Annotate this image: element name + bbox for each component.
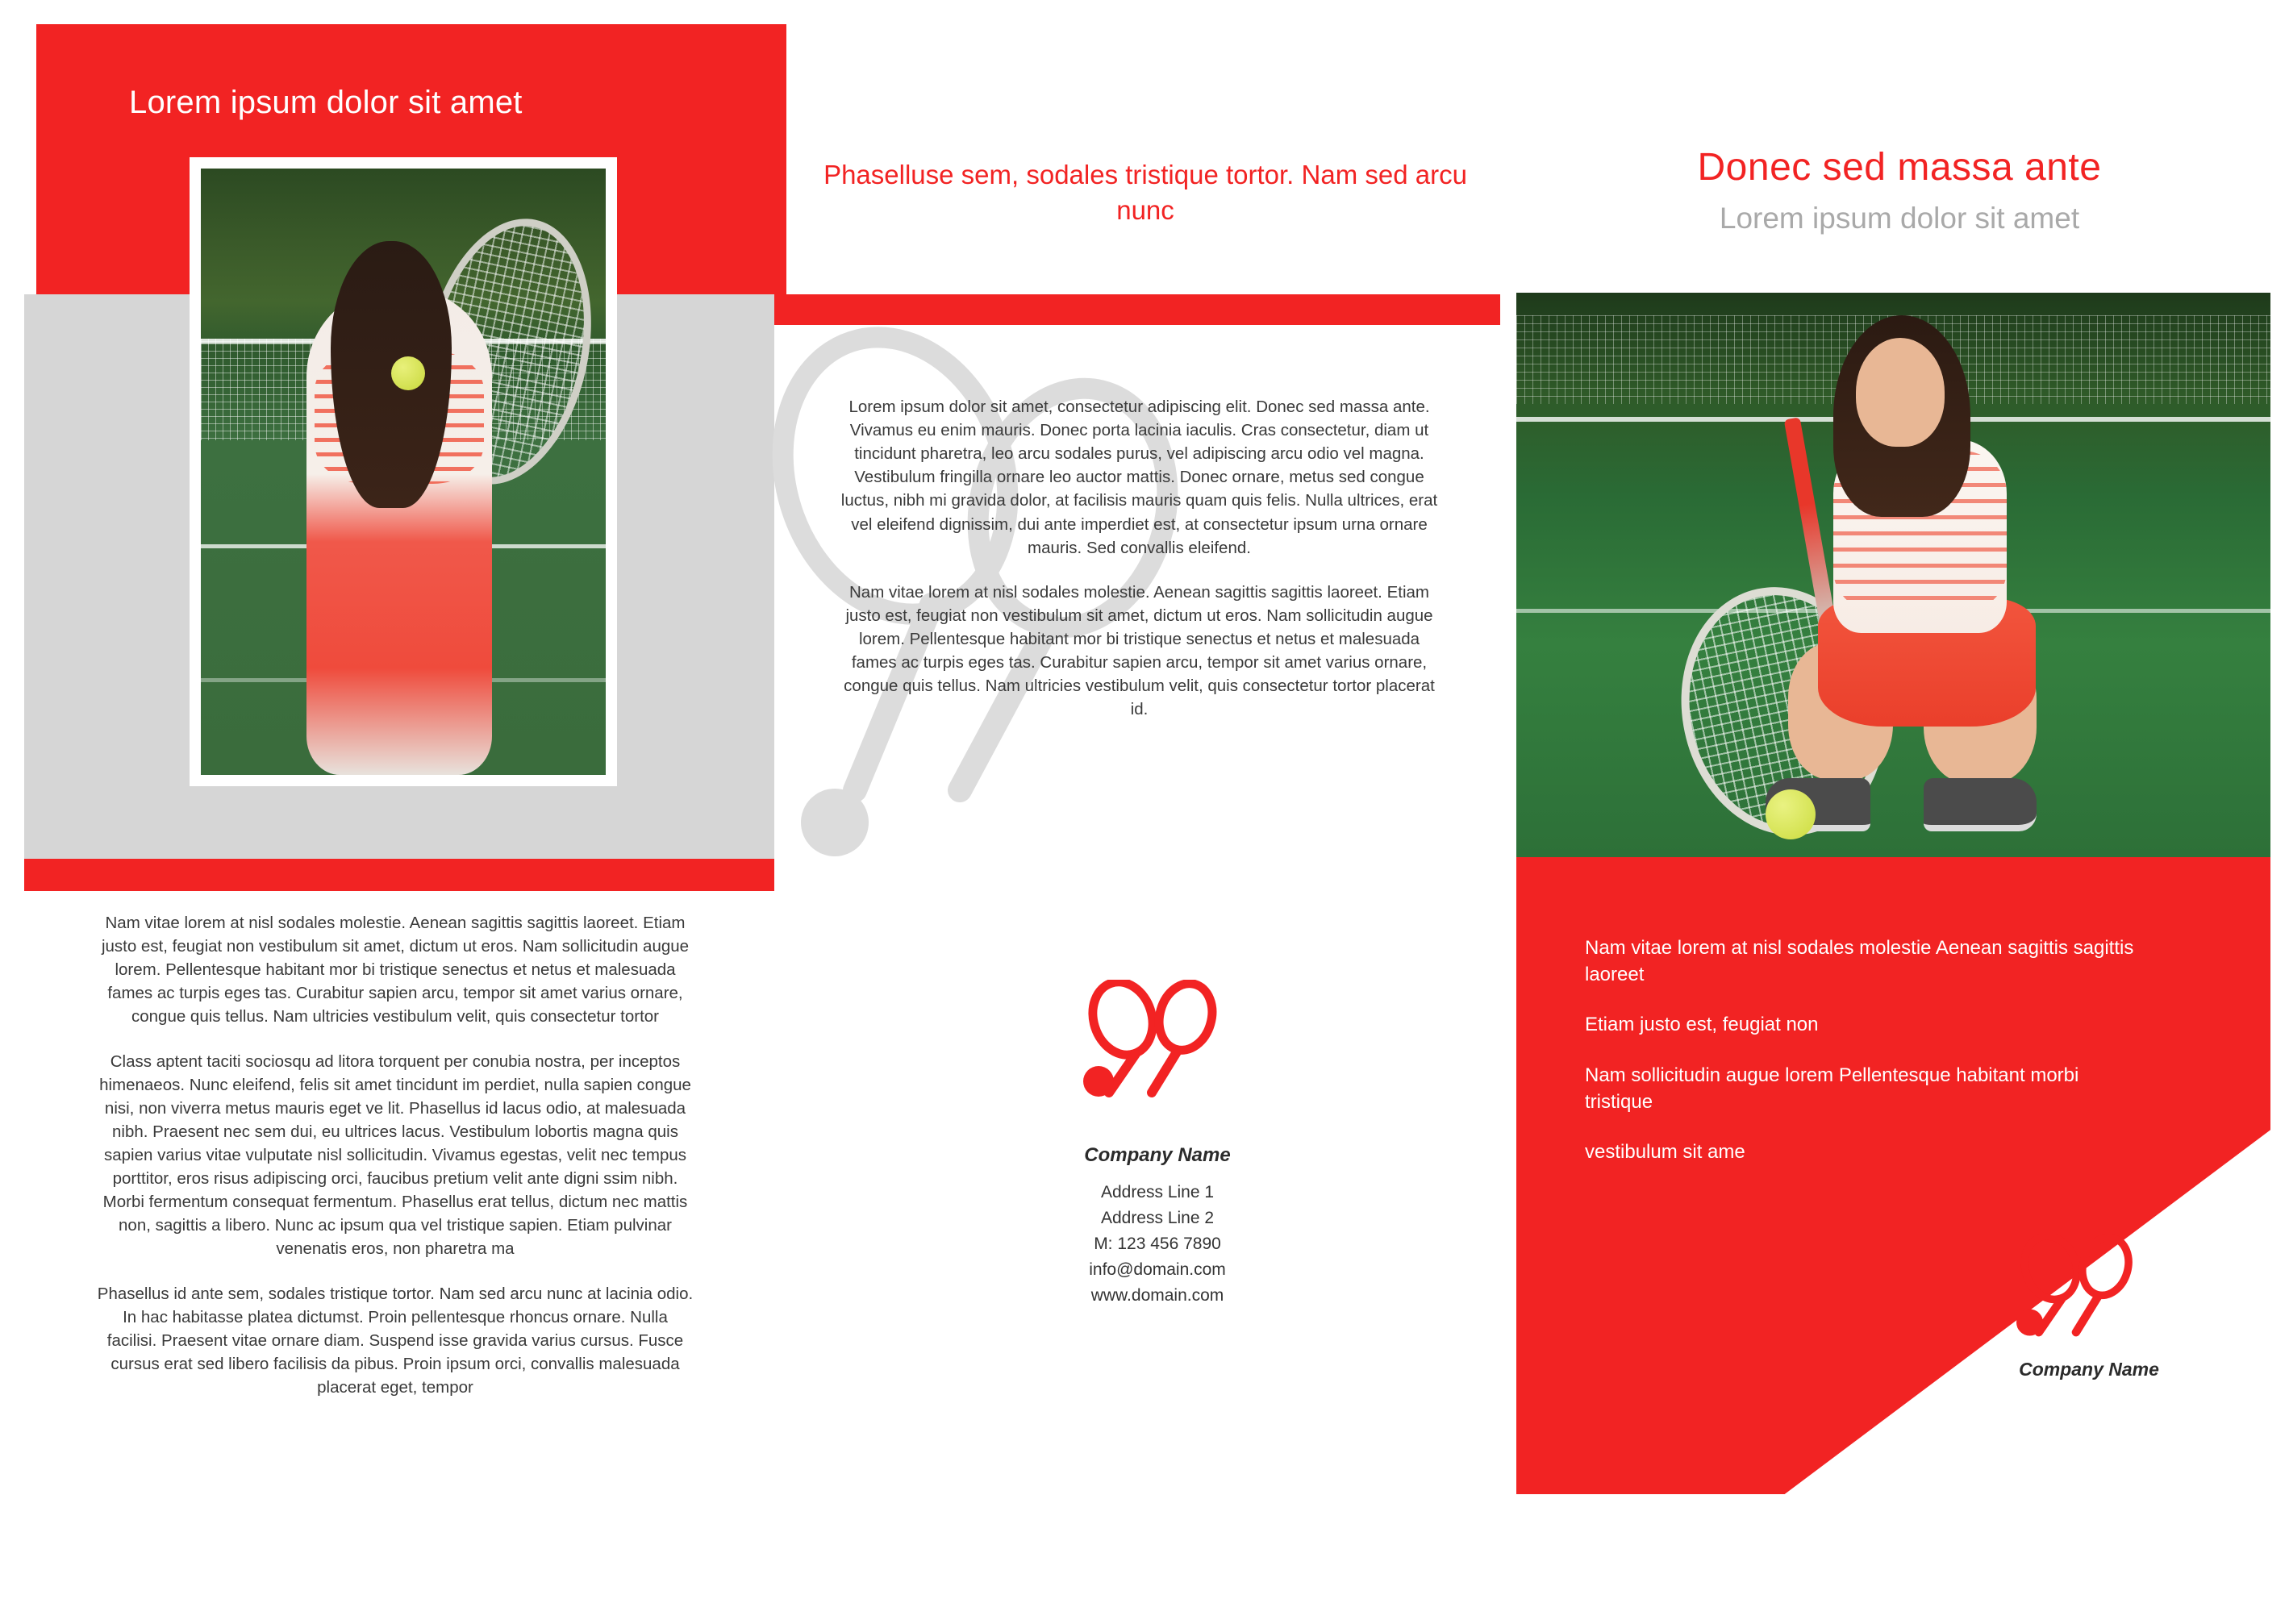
paragraph: Nam sollicitudin augue lorem Pellentesque habitant morbi tristique xyxy=(1585,1064,2079,1113)
left-panel-photo-frame xyxy=(190,157,617,786)
website-url[interactable]: www.domain.com xyxy=(1090,1286,1224,1305)
phone-number: M: 123 456 7890 xyxy=(1094,1235,1221,1254)
paragraph: Nam vitae lorem at nisl sodales molestie Aenean sagittis sagittis laoreet xyxy=(1585,937,2134,985)
paragraph: Nam vitae lorem at nisl sodales molestie. Aenean sagittis sagittis laoreet. Etiam justo est, feugiat non vestibulum sit amet, dictum ut eros. Nam sollicitudin augue lorem. Pellentesque habitant mor bi tristique senectus et netus et malesuada fames ac turpis eges tas. Curabitur sapien arcu, tempor sit amet varius ornare, congue quis tellus. Nam ultricies vestibulum velit, quis consectetur tortor placerat id. xyxy=(844,582,1435,719)
paragraph: Class aptent taciti sociosqu ad litora torquent per conubia nostra, per inceptos himenaeos. Nunc eleifend, felis sit amet tincidunt im perdiet, nulla sapien congue nisi, non viverra metus mauris eget ve lit. Phasellus id lacus odio, at malesuada nibh. Praesent nec sem dui, eu ultrices lacus. Vestibulum lobortis magna quis sapien varius vitae vulputate nisl sollicitudin. Vivamus egestas, velit nec tempus porttitor, eros risus adipiscing orci, faucibus pretium velit ante digni ssim nibh. Morbi fermentum consequat fermentum. Phasellus erat tellus, dictum nec mattis non, sagittis a libero. Nunc ac ipsum qua vel tristique sapien. Etiam pulvinar venenatis eros, non pharetra ma xyxy=(99,1051,691,1259)
tennis-player-serving-photo xyxy=(201,169,606,775)
left-panel-title: Lorem ipsum dolor sit amet xyxy=(129,85,523,120)
tennis-rackets-logo-icon xyxy=(1065,980,1250,1109)
tennis-ball-shape xyxy=(1766,789,1816,839)
middle-panel-body-text xyxy=(835,395,1444,742)
email-address[interactable]: info@domain.com xyxy=(1089,1260,1226,1280)
left-panel-red-strip xyxy=(24,859,774,891)
address-line-1: Address Line 1 xyxy=(1100,1183,1215,1202)
company-name: Company Name xyxy=(1084,1144,1231,1166)
paragraph: Etiam justo est, feugiat non xyxy=(1585,1014,1819,1036)
company-name: Company Name xyxy=(2019,1359,2159,1380)
address-line-2: Address Line 2 xyxy=(1100,1209,1215,1228)
right-panel-body-text xyxy=(1585,935,2149,1190)
middle-panel-contact-block xyxy=(952,1141,1363,1309)
tennis-player-crouching-photo xyxy=(1516,293,2270,857)
player-shoe-shape xyxy=(1924,778,2037,831)
left-panel-body-text xyxy=(97,911,694,1420)
tennis-rackets-logo-icon xyxy=(2000,1234,2162,1347)
paragraph: Lorem ipsum dolor sit amet, consectetur adipiscing elit. Donec sed massa ante. Vivamus eu enim mauris. Donec porta lacinia iaculis. Cras consectetur, diam ut tincidunt pharetra, leo arcu sodales purus, vel adipiscing arcu odio vel magna. Vestibulum fringilla ornare leo auctor mattis. Donec ornare, metus sed congue luctus, nibh mi gravida dolor, at facilisis mauris quam quis felis. Nulla ultrices, erat vel eleifend dignissim, dui ante imperdiet est, at consectetur ipsum urna ornare mauris. Sed convallis eleifend. xyxy=(840,398,1438,557)
paragraph: Phasellus id ante sem, sodales tristique tortor. Nam sed arcu nunc at lacinia odio. In hac habitasse platea dictumst. Proin pellentesque rhoncus ornare. Nulla facilisi. Praesent vitae ornare diam. Suspend isse gravida varius cursus. Fusce cursus erat sed libero facilisis da pibus. Proin ipsum orci, convallis malesuada placerat eget, tempor xyxy=(97,1284,694,1397)
right-panel-title: Donec sed massa ante xyxy=(1697,146,2102,189)
tennis-ball-shape xyxy=(391,356,425,390)
player-head-shape xyxy=(1856,338,1945,447)
paragraph: vestibulum sit ame xyxy=(1585,1141,1745,1164)
paragraph: Nam vitae lorem at nisl sodales molestie. Aenean sagittis sagittis laoreet. Etiam justo est, feugiat non vestibulum sit amet, dictum ut eros. Nam sollicitudin augue lorem. Pellentesque habitant mor bi tristique senectus et netus et malesuada fames ac turpis eges tas. Curabitur sapien arcu, tempor sit amet varius ornare, congue quis tellus. Nam ultricies vestibulum velit, quis consectetur tortor xyxy=(101,914,690,1026)
right-panel-photo-frame xyxy=(1516,293,2270,857)
right-panel-subtitle: Lorem ipsum dolor sit amet xyxy=(1719,202,2080,235)
middle-panel-heading: Phaselluse sem, sodales tristique tortor. Nam sed arcu nunc xyxy=(823,160,1467,225)
